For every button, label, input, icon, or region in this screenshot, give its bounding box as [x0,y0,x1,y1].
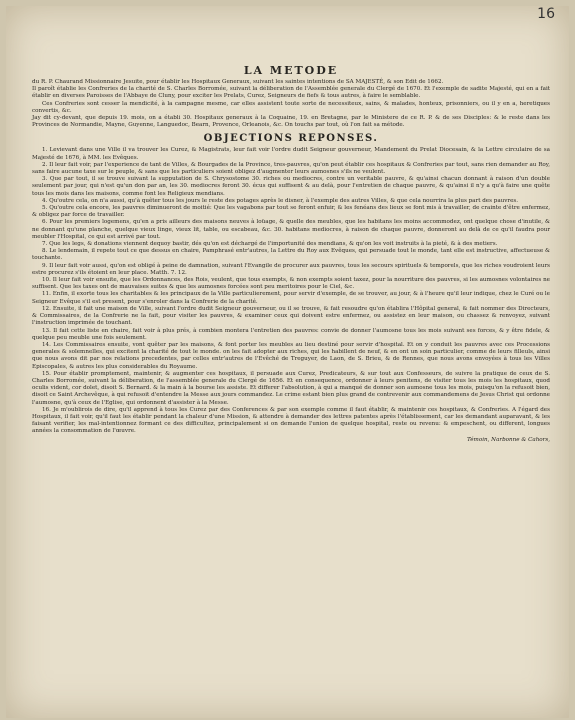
document-body [32,64,550,444]
numbered-paragraph: 14. Les Commissaires ensuite, vont quêter par les maisons, & font porter les meubles au lieu destiné pour servir d'hospital. Et on y conduit les pauvres avec ces Processions generales & solemnelles, qui excitent la charité de tout le monde. on les fait adopter aux riches, qui les habillent de neuf, & en ont un soin particulier, comme de leurs filleuls, ainsi que nous avons dit par nos relations precedentes, par celles entr'autres de l'Evêché de Treguyer, de Laon, de S. Brieu, & de Rennes, que nous avons envoyées à tous les Villes Episcopales, & autres les plus considerables du Royaume. [32,341,550,370]
numbered-paragraph: 4. Qu'outre cela, on n'a aussi, qu'à quêter tous les jours le reste des potages après le disner, à l'exemple des autres Villes, & que cela nourrira la plus part des pauvres. [42,197,519,204]
numbered-paragraph: 2. Il leur fait voir, par l'experience de tant de Villes, & Bourgades de la Province, tres-pauvres, qu'on peut établir ces hospitaux & Confreries par tout, sans rien demander au Roy, sans faire aucune taxe sur le peuple, & sans que les particuliers soient obligez d'augmenter leurs aumosnes s'ils ne veulent. [32,161,550,176]
closing-signature: Témoin, Narbonne & Cahors, [466,436,550,443]
numbered-paragraph: 7. Que les legs, & donations viennent dequoy bastir, dés qu'on est déchargé de l'importunité des mendians, & qu'on les voit instruits à la pieté, & à des metiers. [42,241,498,248]
numbered-paragraph: 11. Enfin, il exorte tous les charitables & les principaux de la Ville particulierement, pour servir d'exemple, de se trouver, au jour, & à l'heure qu'il leur indique, chez le Curé ou le Seigneur Evêque s'il est present, pour s'enroler dans la Confrerie de la charité. [32,291,550,305]
numbered-paragraph: 16. Je m'oublirois de dire, qu'il apprend à tous les Curez par des Conferences & par son exemple comme il faut établir, & maintenir ces hospitaux, & Confreries. A l'égard des Hospitaux, il fait voir, qu'il faut les établir pendant la chaleur d'une Mission, & attendre à demander des lettres patentes après l'établissement, car les demandant auparavant, & les faisant verifier, les mal-intentionnez formant ce des difficultez, principalement si on demande l'union de quelque hospital, reste ou revenu: & empeschent, ou different, longues années la consommation de l'œuvre. [32,406,550,435]
document-subtitle: du R. P. Chaurand Missionnaire Jesuite, pour établir les Hospitaux Generaux, suivant les saintes intentions de SA MAJESTÉ, & son Edit de 1662. [32,79,444,85]
numbered-paragraph: 5. Qu'outre cela encore, les pauvres diminueront de moitié: Que les vagabons par tout se feront enfuir, & les fenéans des lieux se font mis à travailler, de crainte d'être enfermez, & obligez par force de travailler. [32,205,550,219]
document-title: LA METODE [243,64,339,77]
section-heading: OBJECTIONS REPONSES. [203,133,379,145]
numbered-paragraph: 15. Pour établir promptement, maintenir, & augmenter ces hospitaux, il persuade aux Curez, Predicateurs, & sur tout aux Confesseurs, de suivre la pratique de ceux de S. Charles Borromée, suivant la déliberation, de l'assemblée generale du Clergé de 1656. Et en consequence, ordonner à leurs penitens, de visiter tous les mois les hospitaux, quod oculis vident, cor dolet, disoit S. Bernard. & la main à la bourse les assiste. Et differer l'absolution, à qui a manqué de donner son aumosne tous les mois, puisqu'on la refusoit bien, disoit ce Saint Archevêque, à qui refusoit d'entendre la Messe aux jours commandez. Le crime estant bien plus grand de contrevenir aux commandemens de Jesus Christ qui ordonne l'aumosne, qu'à ceux de l'Eglise, qui ordonnent d'assister à la Messe. [32,370,550,406]
numbered-paragraph: 6. Pour les premiers logemens, qu'en a pris ailleurs des maisons neuves à loüage, & quelle des meubles, que les habitans les moins accommodez, ont quelque chose d'inutile, & ne donnant qu'une planche, quelque vieux linge, vieux lit, table, ou escabeau, &c. 30. habitans mediocres, à raison de chaque pauvre, donneront au delà de ce qu'il faudra pour meubler l'Hospital, ce qui est arrivé par tout. [32,219,550,240]
numbered-paragraph: 9. Il leur fait voir aussi, qu'on est obligé à peine de damnation, suivant l'Evangile de procurer aux pauvres, tous les secours spirituels & temporels, que les riches voudroient leurs estre procurez s'ils étoient en leur place. Matth. 7. 12. [32,262,550,276]
numbered-paragraph: 10. Il leur fait voir ensuite, que les Ordonnances, des Rois, veulent, que tous exempts, & non exempts soient taxez, pour la nourriture des pauvres, si les aumosnes volontaires ne suffisent. Que les taxes ont de mauvaises suites & que les aumosnes forcées sont peu meritoires pour le Ciel, &c. [32,277,550,291]
intro-paragraph: Il paroît établie les Confreries de la charité de S. Charles Borromée, suivant la déliberation de l'Assemblée generale du Clergé de 1670. Et l'exemple de sadite Majesté, qui en a fait établir en diverses Paroisses de l'Abbaye de Cluny, pour exciter les Prelats, Curez, Seigneurs de fiefs & tous autres, à faire le semblable. [32,86,550,100]
page-number: 16 [537,6,555,22]
intro-paragraph: Jay dit cy-devant, que depuis 19. mois, on a établi 30. Hospitaux generaux à la Coquaine, 19. en Bretagne, par le Ministere de ce R. P. & de ses Disciples: & le reste dans les Provinces de Normandie, Mayne, Guyenne, Languedoc, Bearn, Provence, Orleanois, &c. On touchs par tout, où l'on fait sa métode. [32,115,550,129]
numbered-paragraph: 12. Ensuite, il fait une maison de Ville, suivant l'ordre dudit Seigneur gouverneur, ou il se trouve, & fait resoudre qu'on établira l'Hôpital general, & fait nommer des Directeurs, & Commissaires, de la Confrerie ne la fait, pour visiter les pauvres, & examiner ceux qui doivent estre enfermez, ou assistez en leur maison, ou chassez & renvoyez, suivant l'instruction imprimée de touchant. [32,305,550,327]
intro-paragraph: Ces Confreries sont cesser la mendicité, à la campagne mesme, car elles assistent toute sorte de necessiteux, sains, & malades, honteux, prisonniers, ou il y en a, heretiques convertis, &c. [32,100,550,114]
document-page [6,6,569,718]
numbered-paragraph: 8. Le lendemain, il repete tout ce que dessus en chaire, Pamphrasé entr'autres, la Lettre du Roy aux Evêques, qui persuade tout le monde, tant elle est instructive, affectueuse & touchante. [32,248,550,262]
numbered-paragraph: 3. Que par tout, il se trouve suivant la supputation de S. Chrysostome 30. riches ou mediocres, contre un veritable pauvre, & qu'ainsi chacun donnant à raison d'un double seulement par jour, qui n'est qu'un don par an, les 30. mediocres feront 30. écus qui suffisent & au delà, pour l'entretien de chaque pauvre, & qu'ainsi il n'y a qu'à faire une quête tous les mois dans les maisons, comme font les Religieux mendians. [32,176,550,197]
numbered-paragraph: 13. Il fait cette liste en chaire, fait voir à plus prés, à combien montera l'entretien des pauvres: convie de donner l'aumosne tous les mois suivant ses forces, & y être fidele, & quelque peu meuble une fois seulement. [32,327,550,341]
numbered-paragraph: 1. Levievant dans une Ville il va trouver les Curez, & Magistrats, leur fait voir l'ordre dudit Seigneur gouverneur, Mandement du Prelat Diocesain, & la Lettre circulaire de sa Majesté de 1676, à MM. les Evêques. [32,147,550,161]
